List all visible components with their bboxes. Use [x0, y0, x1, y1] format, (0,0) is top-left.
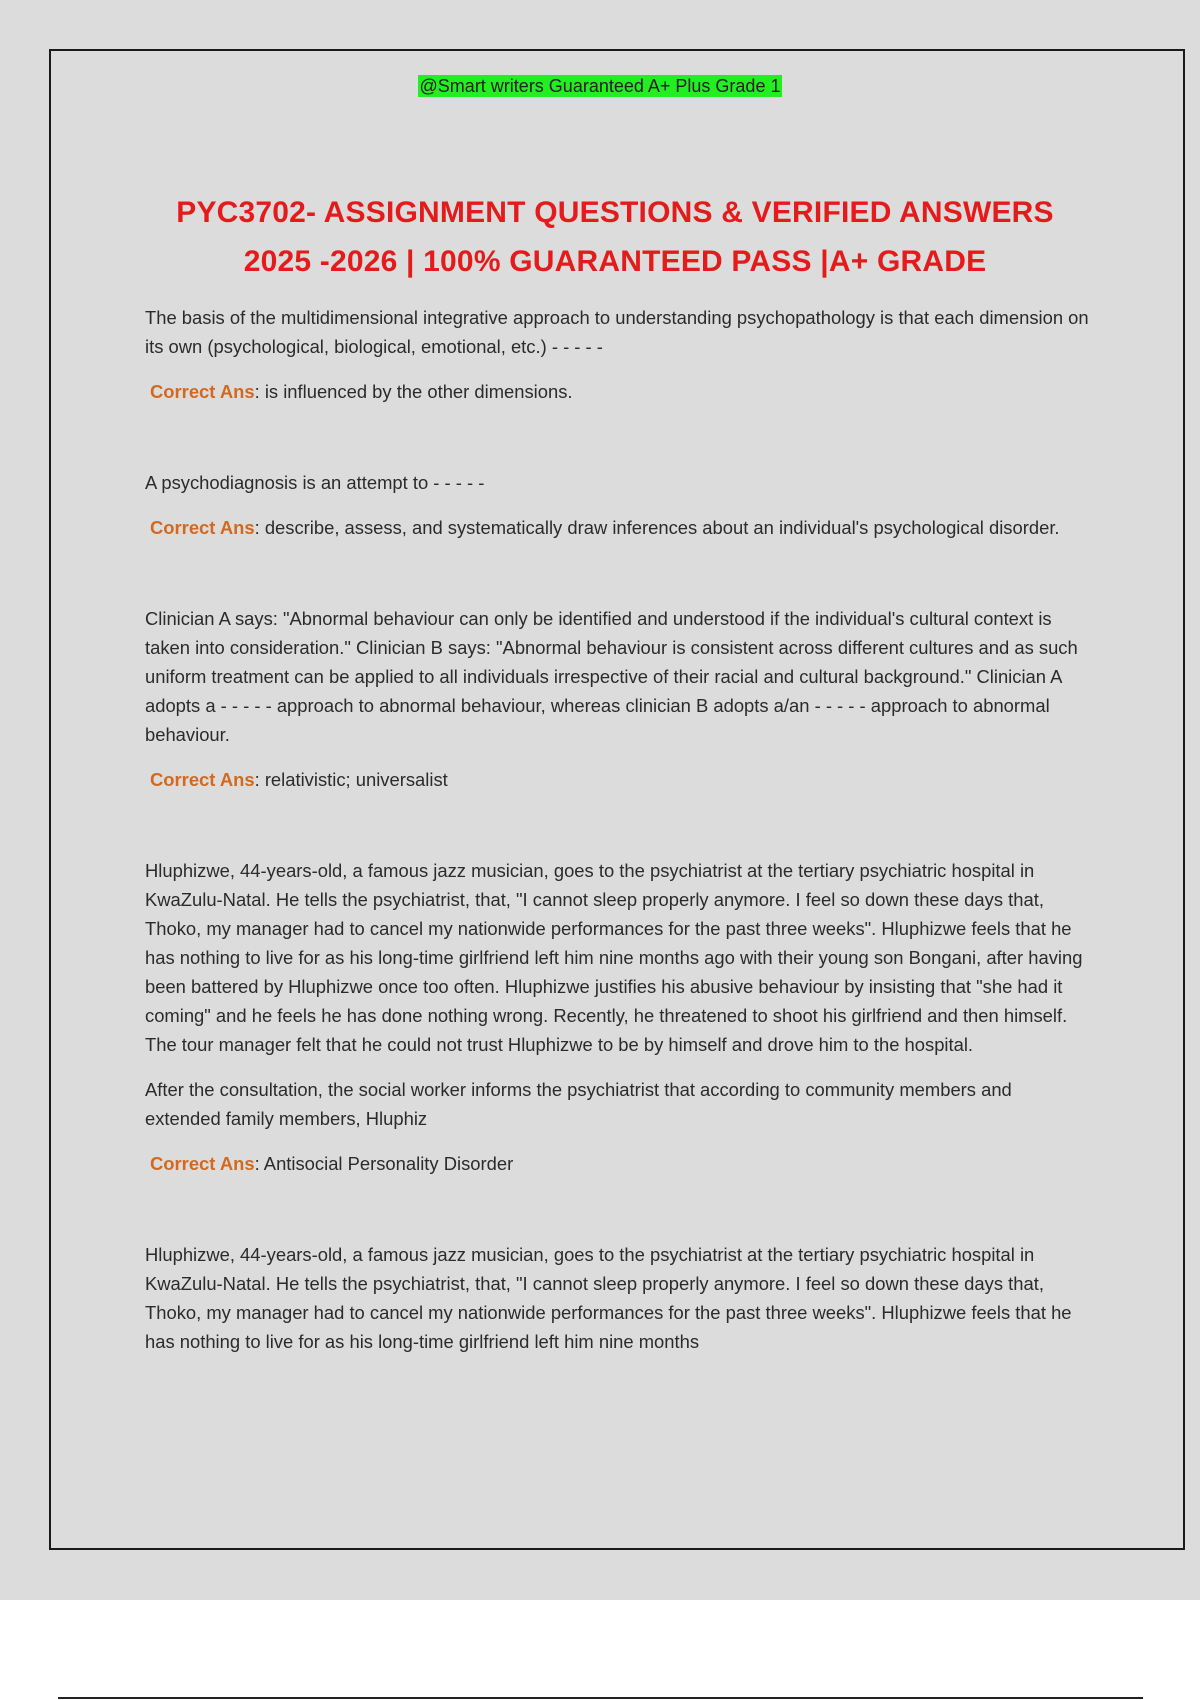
title-line-1: PYC3702- ASSIGNMENT QUESTIONS & VERIFIED ANSWERS — [176, 196, 1054, 229]
answer-line — [145, 765, 1090, 794]
answer-text: : describe, assess, and systematically draw inferences about an individual's psychological disorder. — [254, 517, 1060, 538]
answer-text: : is influenced by the other dimensions. — [254, 381, 573, 402]
header-tag — [0, 74, 1200, 98]
answer-line — [145, 377, 1090, 406]
answer-label: Correct Ans — [150, 517, 255, 538]
qa-item-1 — [145, 303, 1090, 406]
qa-item-4 — [145, 856, 1090, 1178]
question-text: A psychodiagnosis is an attempt to - - - - - — [145, 472, 485, 493]
qa-item-3 — [145, 604, 1090, 794]
question-text-continued: After the consultation, the social worker informs the psychiatrist that according to community members and extended family members, Hluphiz — [145, 1079, 1012, 1129]
qa-item-2 — [145, 468, 1090, 542]
answer-label: Correct Ans — [150, 769, 255, 790]
answer-label: Correct Ans — [150, 381, 255, 402]
question-text: The basis of the multidimensional integrative approach to understanding psychopathology is that each dimension on its own (psychological, biological, emotional, etc.) - - - - - — [145, 307, 1089, 357]
answer-text: : Antisocial Personality Disorder — [254, 1153, 514, 1174]
title-line-2: 2025 -2026 | 100% GUARANTEED PASS |A+ GRADE — [243, 245, 987, 278]
question-text: Hluphizwe, 44-years-old, a famous jazz musician, goes to the psychiatrist at the tertiary psychiatric hospital in KwaZulu-Natal. He tells the psychiatrist, that, "I cannot sleep properly anymore. I feel so down these days that, Thoko, my manager had to cancel my nationwide performances for the past three weeks". Hluphizwe feels that he has nothing to live for as his long-time girlfriend left him nine months — [145, 1244, 1072, 1352]
answer-label: Correct Ans — [150, 1153, 255, 1174]
bottom-divider — [58, 1697, 1143, 1699]
question-text: Clinician A says: "Abnormal behaviour can only be identified and understood if the individual's cultural context is taken into consideration." Clinician B says: "Abnormal behaviour is consistent across different cultures and as such uniform treatment can be applied to all individuals irrespective of their racial and cultural background." Clinician A adopts a - - - - - approach to abnormal behaviour, whereas clinician B adopts a/an - - - - - approach to abnormal behaviour. — [145, 608, 1078, 745]
document-title — [60, 188, 1170, 286]
answer-line — [145, 1149, 1090, 1178]
qa-item-5 — [145, 1240, 1090, 1356]
header-tag-text: @Smart writers Guaranteed A+ Plus Grade 1 — [419, 76, 781, 96]
question-text: Hluphizwe, 44-years-old, a famous jazz musician, goes to the psychiatrist at the tertiary psychiatric hospital in KwaZulu-Natal. He tells the psychiatrist, that, "I cannot sleep properly anymore. I feel so down these days that, Thoko, my manager had to cancel my nationwide performances for the past three weeks". Hluphizwe feels that he has nothing to live for as his long-time girlfriend left him nine months ago with their young son Bongani, after having been battered by Hluphizwe once too often. Hluphizwe justifies his abusive behaviour by insisting that "she had it coming" and he feels he has done nothing wrong. Recently, he threatened to shoot his girlfriend and then himself. The tour manager felt that he could not trust Hluphizwe to be by himself and drove him to the hospital. — [145, 860, 1083, 1055]
answer-line — [145, 513, 1090, 542]
qa-content — [145, 303, 1090, 1356]
answer-text: : relativistic; universalist — [254, 769, 448, 790]
